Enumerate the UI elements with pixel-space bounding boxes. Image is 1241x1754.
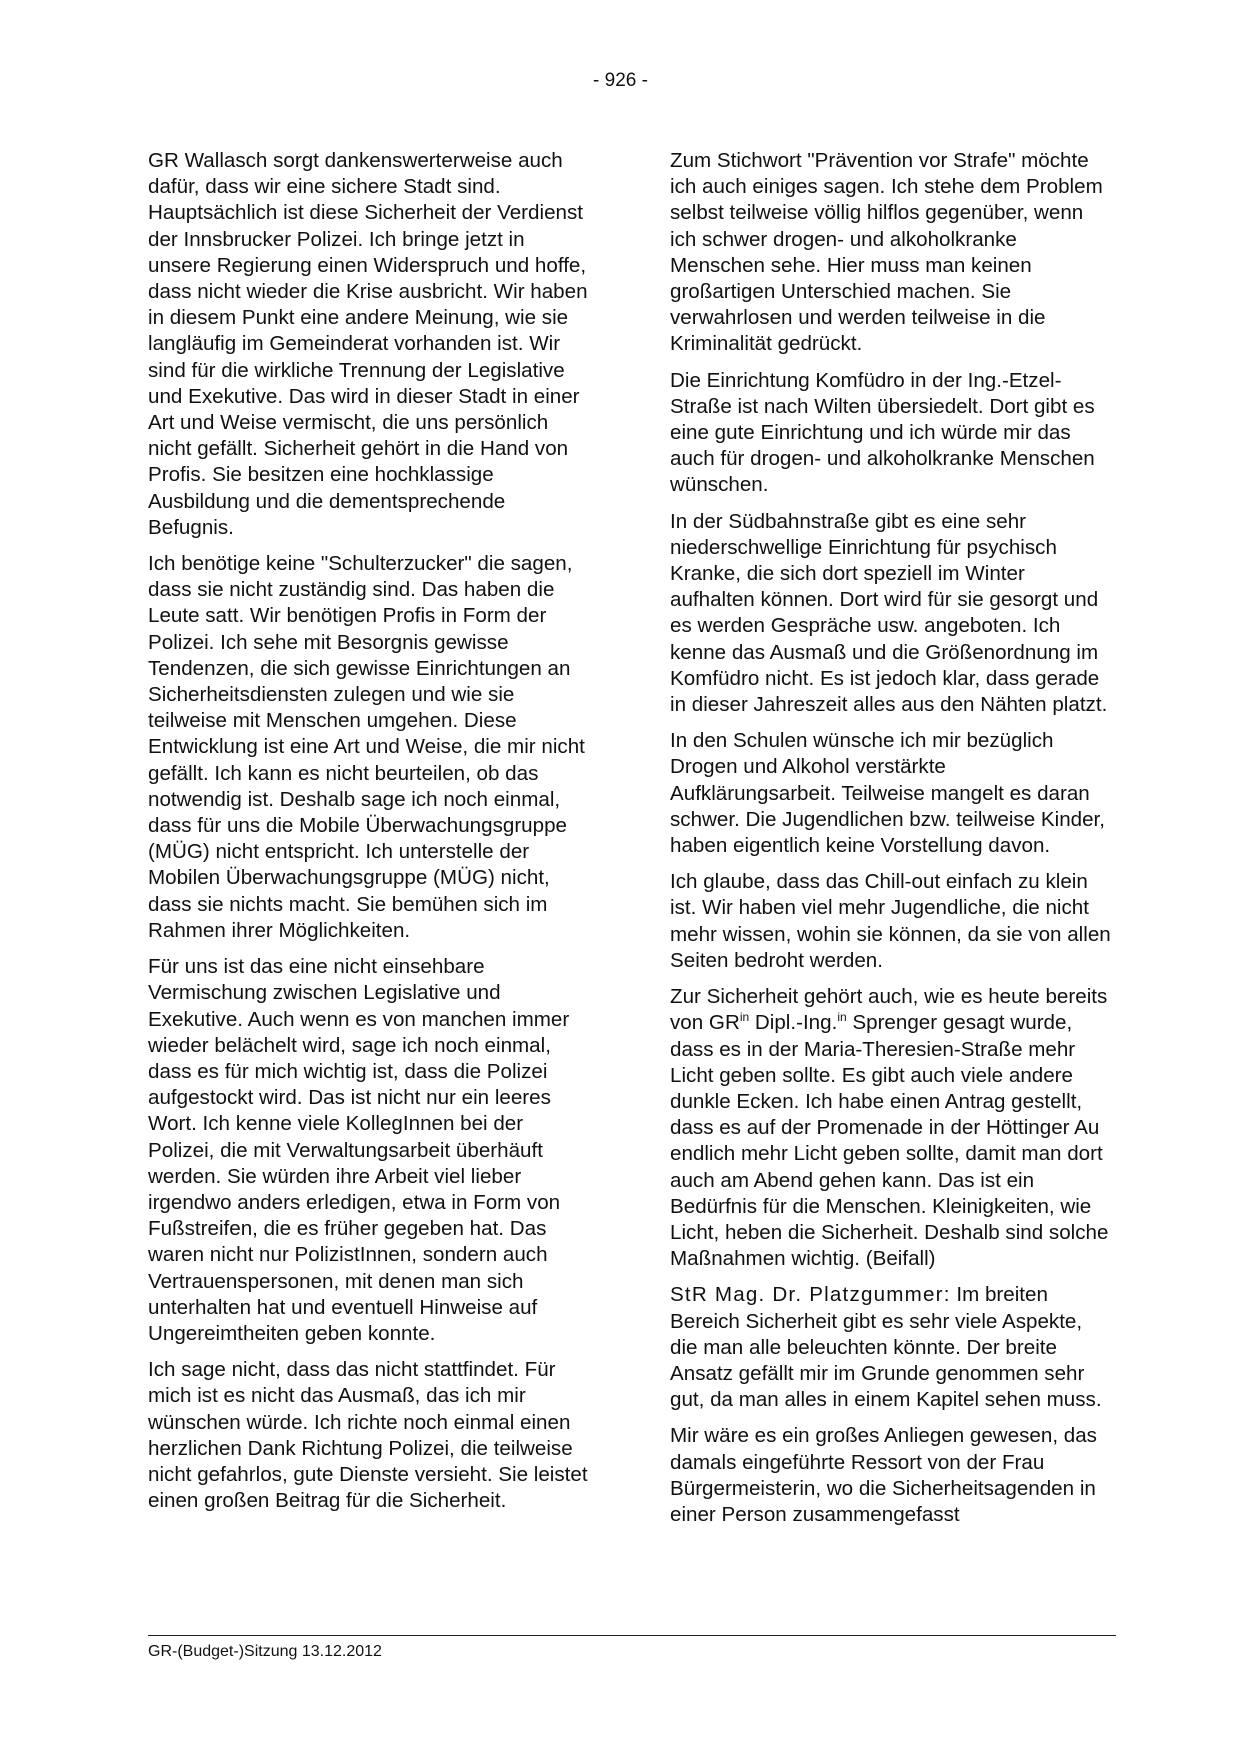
- footer-divider: [148, 1635, 1116, 1636]
- paragraph-text: Sprenger gesagt wurde, dass es in der Maria-Theresien-Straße mehr Licht geben sollte. Es gibt auch viele andere dunkle Ecken. Ich habe einen Antrag gestellt, dass es auf der Promenade in der Höttinger Au endlich mehr Licht geben sollte, damit man dort auch am Abend gehen kann. Das ist ein Bedürfnis für die Menschen. Kleinigkeiten, wie Licht, heben die Sicherheit. Deshalb sind solche Maßnahmen wichtig. (Beifall): [670, 1011, 1109, 1271]
- right-column: [670, 148, 1114, 1538]
- left-paragraph-1: GR Wallasch sorgt dankenswerterweise auch dafür, dass wir eine sichere Stadt sind. Hauptsächlich ist diese Sicherheit der Verdienst der Innsbrucker Polizei. Ich bringe jetzt in unsere Regierung einen Widerspruch und hoffe, dass nicht wieder die Krise ausbricht. Wir haben in diesem Punkt eine andere Meinung, wie sie langläufig im Gemeinderat vorhanden ist. Wir sind für die wirkliche Trennung der Legislative und Exekutive. Das wird in dieser Stadt in einer Art und Weise vermischt, die uns persönlich nicht gefällt. Sicherheit gehört in die Hand von Profis. Sie besitzen eine hochklassige Ausbildung und die dementsprechende Befugnis.: [148, 149, 588, 539]
- right-paragraph-8: Mir wäre es ein großes Anliegen gewesen, das damals eingeführte Ressort von der Frau Bürgermeisterin, wo die Sicherheitsagenden in einer Person zusammengefasst: [670, 1424, 1097, 1526]
- paragraph-text: Im breiten Bereich Sicherheit gibt es sehr viele Aspekte, die man alle beleuchten könnte. Der breite Ansatz gefällt mir im Grunde genommen sehr gut, da man alles in einem Kapitel sehen muss.: [670, 1283, 1102, 1412]
- left-column: [148, 148, 592, 1524]
- right-paragraph-6: [670, 984, 1114, 1272]
- right-paragraph-1: Zum Stichwort "Prävention vor Strafe" möchte ich auch einiges sagen. Ich stehe dem Problem selbst teilweise völlig hilflos gegenüber, wenn ich schwer drogen- und alkoholkranke Menschen sehe. Hier muss man keinen großartigen Unterschied machen. Sie verwahrlosen und werden teilweise in die Kriminalität gedrückt.: [670, 149, 1103, 356]
- superscript: in: [837, 1010, 847, 1025]
- left-paragraph-3: Für uns ist das eine nicht einsehbare Vermischung zwischen Legislative und Exekutive. Auch wenn es von manchen immer wieder belächelt wird, sage ich noch einmal, dass es für mich wichtig ist, dass die Polizei aufgestockt wird. Das ist nicht nur ein leeres Wort. Ich kenne viele KollegInnen bei der Polizei, die mit Verwaltungsarbeit überhäuft werden. Sie würden ihre Arbeit viel lieber irgendwo anders erledigen, etwa in Form von Fußstreifen, die es früher gegeben hat. Das waren nicht nur PolizistInnen, sondern auch Vertrauenspersonen, mit denen man sich unterhalten hat und eventuell Hinweise auf Ungereimtheiten geben konnte.: [148, 955, 570, 1345]
- speaker-name: StR Mag. Dr. Platzgummer:: [670, 1283, 951, 1307]
- right-paragraph-3: In der Südbahnstraße gibt es eine sehr niederschwellige Einrichtung für psychisch Kranke, die sich dort speziell im Winter aufhalten können. Dort wird für sie gesorgt und es werden Gespräche usw. angeboten. Ich kenne das Ausmaß und die Größenordnung im Komfüdro nicht. Es ist jedoch klar, dass gerade in dieser Jahreszeit alles aus den Nähten platzt.: [670, 509, 1108, 717]
- page-number: - 926 -: [593, 70, 648, 91]
- left-paragraph-2: Ich benötige keine "Schulterzucker" die sagen, dass sie nicht zuständig sind. Das haben die Leute satt. Wir benötigen Profis in Form der Polizei. Ich sehe mit Besorgnis gewisse Tendenzen, die sich gewisse Einrichtungen an Sicherheitsdiensten zulegen und wie sie teilweise mit Menschen umgehen. Diese Entwicklung ist eine Art und Weise, die mir nicht gefällt. Ich kann es nicht beurteilen, ob das notwendig ist. Deshalb sage ich noch einmal, dass für uns die Mobile Überwachungsgruppe (MÜG) nicht entspricht. Ich unterstelle der Mobilen Überwachungsgruppe (MÜG) nicht, dass sie nichts macht. Sie bemühen sich im Rahmen ihrer Möglichkeiten.: [148, 552, 585, 942]
- right-paragraph-5: Ich glaube, dass das Chill-out einfach zu klein ist. Wir haben viel mehr Jugendliche, die nicht mehr wissen, wohin sie können, da sie von allen Seiten bedroht werden.: [670, 870, 1111, 972]
- left-paragraph-4: Ich sage nicht, dass das nicht stattfindet. Für mich ist es nicht das Ausmaß, das ich mir wünschen würde. Ich richte noch einmal einen herzlichen Dank Richtung Polizei, die teilweise nicht gefahrlos, gute Dienste versieht. Sie leistet einen großen Beitrag für die Sicherheit.: [148, 1358, 588, 1513]
- right-paragraph-7: [670, 1282, 1114, 1413]
- right-paragraph-4: In den Schulen wünsche ich mir bezüglich Drogen und Alkohol verstärkte Aufklärungsarbeit. Teilweise mangelt es daran schwer. Die Jugendlichen bzw. teilweise Kinder, haben eigentlich keine Vorstellung davon.: [670, 729, 1105, 858]
- right-paragraph-2: Die Einrichtung Komfüdro in der Ing.-Etzel-Straße ist nach Wilten übersiedelt. Dort gibt es eine gute Einrichtung und ich würde mir das auch für drogen- und alkoholkranke Menschen wünschen.: [670, 368, 1095, 497]
- paragraph-text: Dipl.-Ing.: [749, 1011, 838, 1035]
- footer-session-label: GR-(Budget-)Sitzung 13.12.2012: [148, 1643, 382, 1660]
- paragraph-text: Zur Sicherheit gehört auch, wie es heute bereits von GR: [670, 985, 1108, 1035]
- superscript: in: [739, 1010, 750, 1025]
